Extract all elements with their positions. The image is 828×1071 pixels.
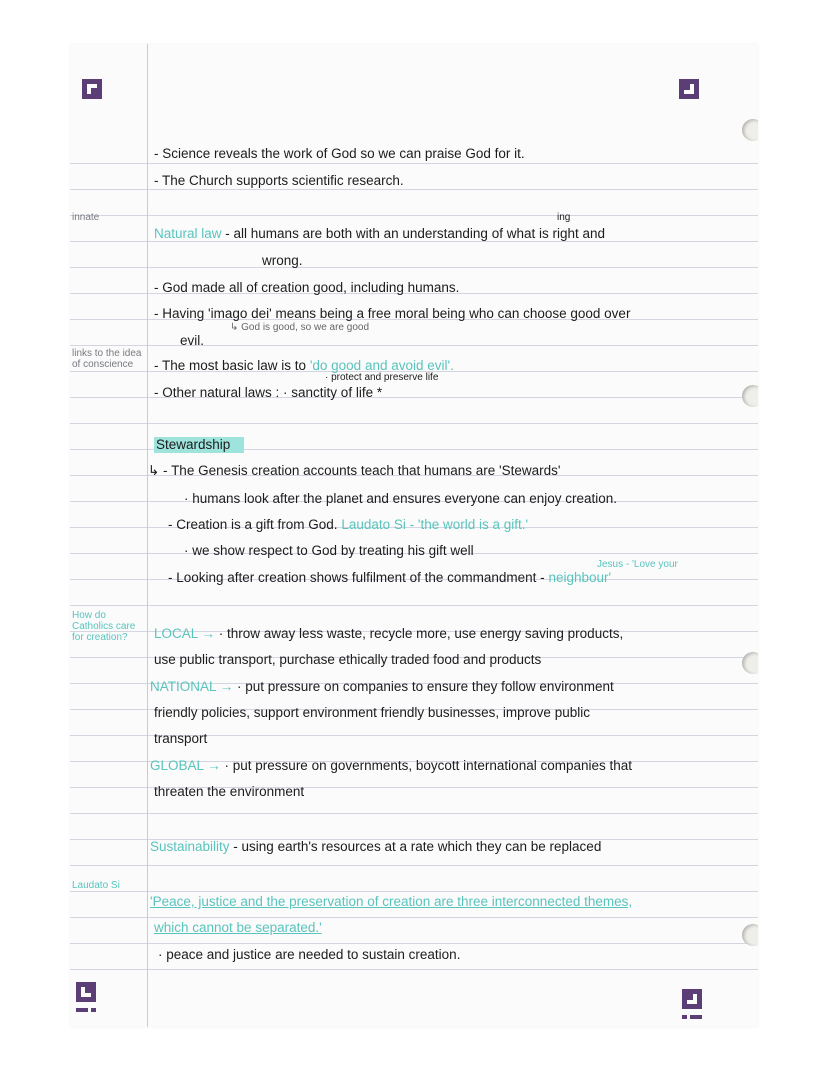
term-sustainability: Sustainability	[150, 839, 230, 854]
note-line: - Other natural laws : · sanctity of life *	[154, 385, 383, 400]
note-annotation: ing	[557, 212, 571, 223]
binder-hole-icon	[742, 924, 758, 946]
note-line: wrong.	[262, 253, 303, 268]
page-header-blank	[70, 44, 758, 144]
quote-text: neighbour'	[548, 570, 612, 585]
note-line	[168, 517, 528, 532]
quote-line: which cannot be separated.'	[154, 920, 322, 935]
binder-hole-icon	[742, 652, 758, 674]
note-text: - Creation is a gift from God.	[168, 517, 342, 532]
note-line: transport	[154, 731, 208, 746]
quote-text: Laudato Si - 'the world is a gift.'	[341, 517, 529, 532]
corner-logo-icon	[82, 79, 102, 99]
binder-hole-icon	[742, 385, 758, 407]
note-line: - God made all of creation good, including humans.	[154, 280, 460, 295]
note-line	[150, 758, 632, 773]
note-line	[154, 226, 605, 241]
note-line: - Having 'imago dei' means being a free moral being who can choose good over	[154, 306, 631, 321]
page-footer-blank	[70, 987, 758, 1027]
note-text: - all humans are both with an understanding of what is right and	[221, 226, 606, 241]
binder-hole-icon	[742, 119, 758, 141]
note-text: · put pressure on companies to ensure they follow environment	[233, 679, 614, 694]
note-text: · throw away less waste, recycle more, use energy saving products,	[215, 626, 624, 641]
margin-note: innate	[72, 212, 100, 223]
corner-logo-icon	[679, 79, 699, 99]
margin-note: links to the idea of conscience	[72, 348, 142, 370]
note-line: ↳ - The Genesis creation accounts teach that humans are 'Stewards'	[148, 463, 561, 478]
note-line	[150, 839, 601, 854]
note-line	[154, 626, 623, 641]
quote-line: 'Peace, justice and the preservation of creation are three interconnected themes,	[150, 894, 633, 909]
note-line: · we show respect to God by treating his gift well	[184, 543, 474, 558]
term-natural-law: Natural law	[154, 226, 222, 241]
note-annotation: Jesus - 'Love your	[597, 559, 678, 570]
label-local: LOCAL →	[154, 626, 216, 641]
notebook-page	[70, 44, 758, 1027]
corner-logo-icon	[682, 989, 702, 1021]
note-line: - Science reveals the work of God so we can praise God for it.	[154, 146, 525, 161]
note-line: evil.	[180, 333, 205, 348]
note-line: · humans look after the planet and ensures everyone can enjoy creation.	[184, 491, 618, 506]
label-global: GLOBAL →	[150, 758, 221, 773]
note-text: - using earth's resources at a rate which they can be replaced	[229, 839, 602, 854]
margin-rule	[147, 44, 148, 1027]
note-text: - Looking after creation shows fulfilment of the commandment -	[168, 570, 549, 585]
section-heading: Stewardship	[154, 437, 244, 453]
margin-note: How do Catholics care for creation?	[72, 610, 136, 643]
corner-logo-icon	[76, 982, 96, 1014]
note-line: - The Church supports scientific research.	[154, 173, 404, 188]
label-national: NATIONAL →	[150, 679, 234, 694]
quote-text: 'do good and avoid evil'.	[309, 358, 454, 373]
note-line: · peace and justice are needed to sustain creation.	[158, 947, 461, 962]
note-line: use public transport, purchase ethically traded food and products	[154, 652, 542, 667]
note-text: · put pressure on governments, boycott international companies that	[220, 758, 633, 773]
note-annotation: · protect and preserve life	[325, 372, 439, 383]
note-line	[154, 358, 454, 373]
note-line: friendly policies, support environment friendly businesses, improve public	[154, 705, 590, 720]
margin-note: Laudato Si	[72, 880, 120, 891]
note-line	[150, 679, 614, 694]
note-annotation: ↳ God is good, so we are good	[230, 322, 370, 333]
note-line	[168, 570, 611, 585]
note-text: - The most basic law is to	[154, 358, 310, 373]
note-line: threaten the environment	[154, 784, 305, 799]
